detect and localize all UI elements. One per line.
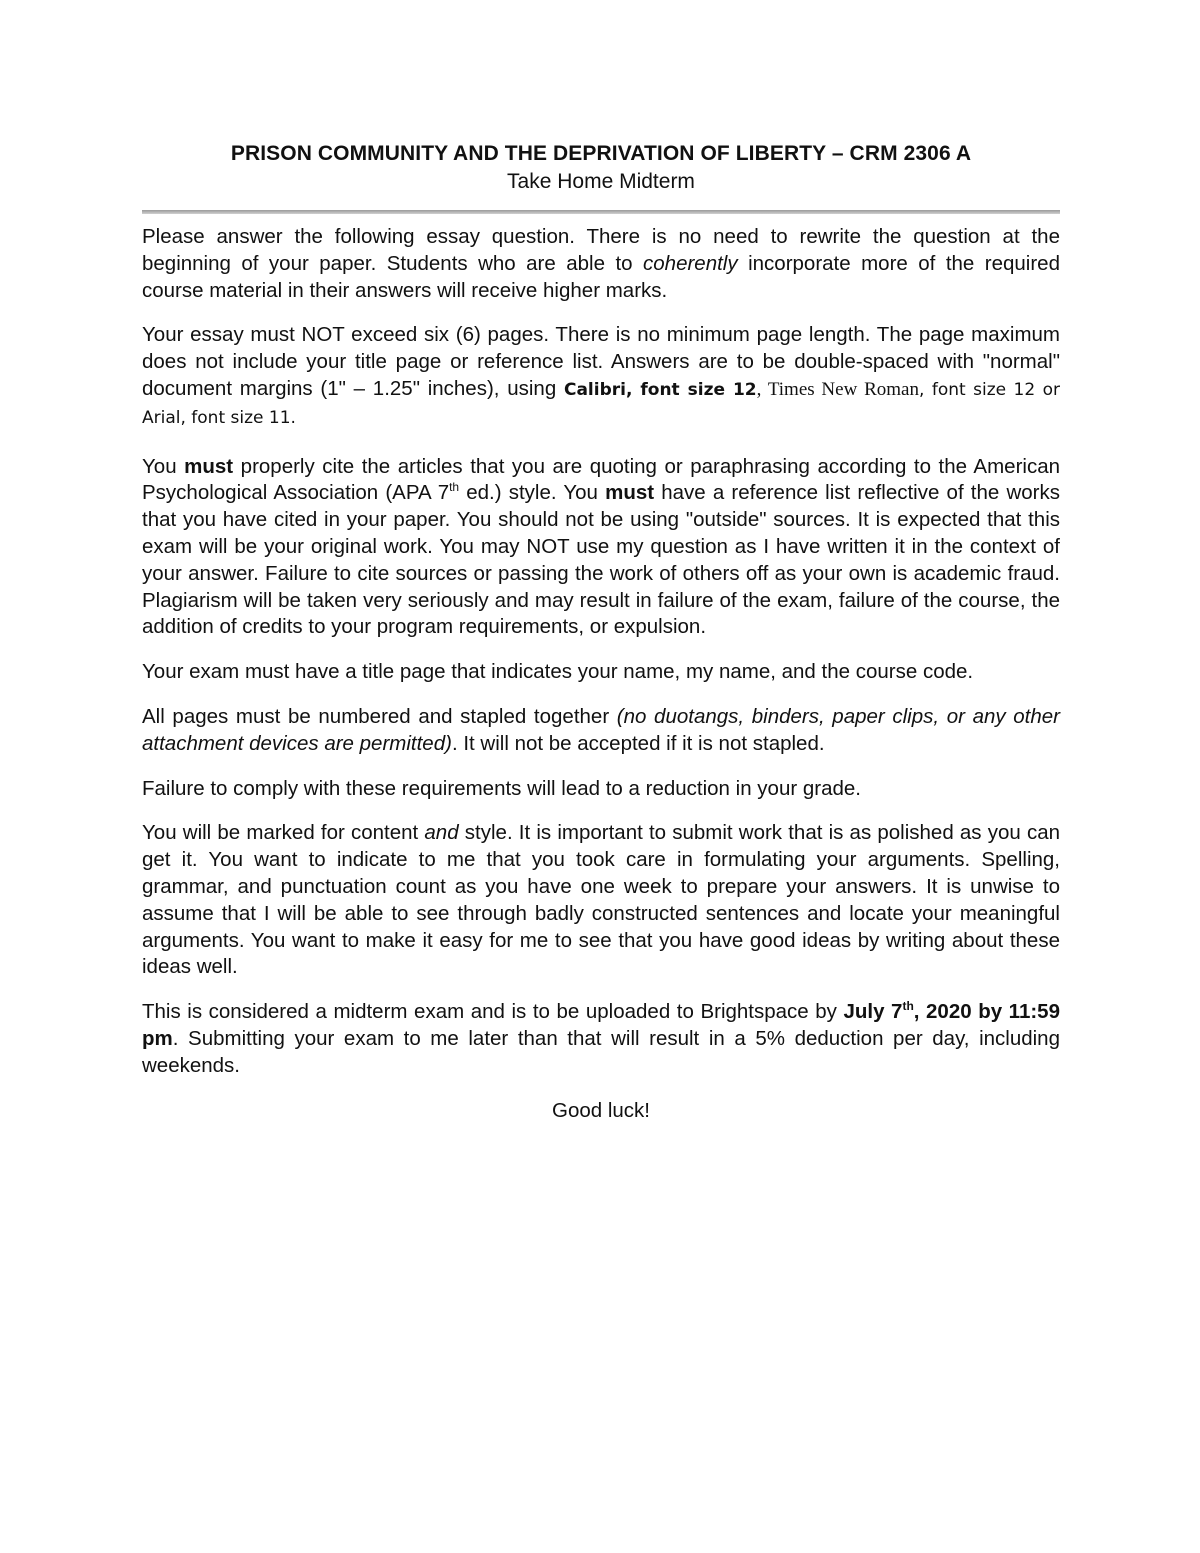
document-title: PRISON COMMUNITY AND THE DEPRIVATION OF LIBERTY – CRM 2306 A (230, 142, 972, 165)
paragraph-instructions: Please answer the following essay question. There is no need to rewrite the question at the beginning of your paper. Students who are able to coherently incorporate more of the required course material in their answers will receive higher marks. (142, 225, 1060, 302)
document-subtitle: Take Home Midterm (507, 170, 695, 193)
paragraph-title-page: Your exam must have a title page that indicates your name, my name, and the course code. (142, 660, 974, 684)
paragraph-stapling: All pages must be numbered and stapled together (no duotangs, binders, paper clips, or any other attachment devices are permitted). It will not be accepted if it is not stapled. (142, 704, 1060, 755)
document-page (142, 140, 1060, 1124)
paragraph-citation: You must properly cite the articles that you are quoting or paraphrasing according to the American Psychological Association (APA 7th ed.) style. You must have a reference list reflective of the works that you have cited in your paper. You should not be using "outside" sources. It is expected that this exam will be your original work. You may NOT use my question as I have written it in the context of your answer. Failure to cite sources or passing the work of others off as your own is academic fraud. Plagiarism will be taken very seriously and may result in failure of the exam, failure of the course, the addition of credits to your program requirements, or expulsion. (142, 454, 1060, 639)
paragraph-length-format: Your essay must NOT exceed six (6) pages. There is no minimum page length. The page maximum does not include your title page or reference list. Answers are to be double-spaced with "normal" document margins (1" – 1.25" inches), using Calibri, font size 12, Times New Roman, font size 12 or Arial, font size 11. (142, 323, 1060, 428)
title-divider (142, 210, 1060, 214)
paragraph-deadline: This is considered a midterm exam and is to be uploaded to Brightspace by July 7th, 2020 by 11:59 pm. Submitting your exam to me later than that will result in a 5% deduction per day, including weekends. (142, 999, 1060, 1077)
paragraph-compliance: Failure to comply with these requirements will lead to a reduction in your grade. (142, 776, 861, 800)
closing-text: Good luck! (552, 1098, 650, 1122)
paragraph-style: You will be marked for content and style. It is important to submit work that is as polished as you can get it. You want to indicate to me that you took care in formulating your arguments. Spelling, grammar, and punctuation count as you have one week to prepare your answers. It is unwise to assume that I will be able to see through badly constructed sentences and locate your meaningful arguments. You want to make it easy for me to see that you have good ideas by writing about these ideas well. (142, 821, 1060, 979)
